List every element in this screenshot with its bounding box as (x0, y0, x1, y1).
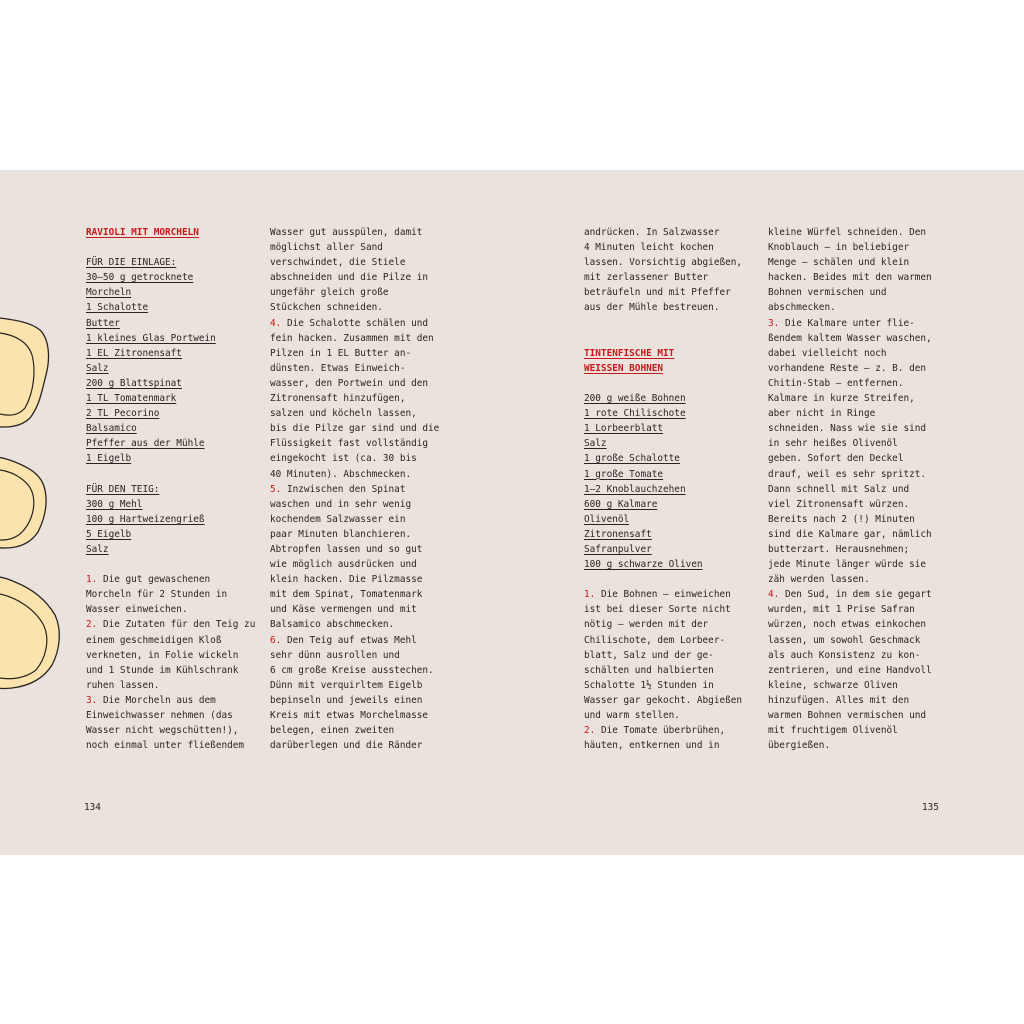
ingredient: 1 Eigelb (86, 453, 132, 465)
steps-block (270, 316, 450, 754)
step-line: Zitronensaft hinzufügen, (270, 393, 406, 405)
ingredient: 200 g weiße Bohnen (584, 393, 686, 405)
left-page-column-2 (270, 225, 450, 753)
step-line: Abtropfen lassen und so gut (270, 543, 423, 555)
step-line: salzen und köcheln lassen, (270, 408, 417, 420)
step-first-line (768, 316, 948, 331)
step-line: zentrieren, und eine Handvoll (768, 664, 932, 676)
step-line: 6 cm große Kreise ausstechen. (270, 664, 434, 676)
step-line: waschen und in sehr wenig (270, 498, 412, 510)
step-line: verkneten, in Folie wickeln (86, 649, 239, 661)
step-text: Die Tomate überbrühen, (595, 725, 726, 737)
step-line: Einweichwasser nehmen (das (86, 710, 233, 721)
ingredient: 2 TL Pecorino (86, 408, 160, 420)
recipe-title: RAVIOLI MIT MORCHELN (86, 227, 199, 238)
text-line: aus der Mühle bestreuen. (584, 302, 720, 314)
step-number: 4. (270, 317, 282, 329)
step-line: und Käse vermengen und mit (270, 604, 417, 616)
step-line: belegen, einen zweiten (270, 725, 395, 737)
step-first-line (86, 617, 261, 632)
ravioli-top (0, 314, 48, 427)
text-line: Menge – schälen und klein (768, 257, 910, 269)
step-line: ruhen lassen. (86, 679, 160, 691)
ingredient: 600 g Kalmare (584, 498, 658, 510)
step-line: ist bei dieser Sorte nicht (584, 604, 731, 616)
step-line: Pilzen in 1 EL Butter an- (270, 347, 412, 359)
step-line: dabei vielleicht noch (768, 347, 887, 359)
ravioli-bottom (0, 576, 59, 688)
ingredient: Salz (86, 543, 109, 555)
step-line: würzen, noch etwas einkochen (768, 619, 927, 631)
ingredient-list (584, 391, 759, 572)
step-first-line (86, 572, 261, 587)
ingredient: 300 g Mehl (86, 498, 143, 510)
dough-ingredient-list (86, 497, 261, 557)
step-line: zäh werden lassen. (768, 574, 870, 586)
step-line: Dünn mit verquirltem Eigelb (270, 679, 423, 691)
step-text: Die Schalotte schälen und (281, 317, 429, 329)
recipe-title-line: TINTENFISCHE MIT (584, 347, 675, 359)
ingredient: 1 EL Zitronensaft (86, 347, 182, 359)
step-text: Den Teig auf etwas Mehl (281, 634, 417, 646)
step-line: geben. Sofort den Deckel (768, 453, 904, 465)
ingredient: 1 Schalotte (86, 302, 149, 314)
continued-text (768, 225, 948, 316)
text-line: lassen. Vorsichtig abgießen, (584, 257, 743, 269)
step-number: 5. (270, 483, 282, 495)
step-line: kleine, schwarze Oliven (768, 679, 898, 691)
ingredient: Morcheln (86, 287, 132, 299)
step-line: butterzart. Herausnehmen; (768, 543, 910, 555)
step-number: 2. (584, 725, 596, 737)
step-line: Bereits nach 2 (!) Minuten (768, 513, 915, 525)
step-line: aber nicht in Ringe (768, 408, 876, 420)
step-line: und 1 Stunde im Kühlschrank (86, 664, 239, 676)
text-line: ungefähr gleich große (270, 287, 389, 299)
step-text: Die gut gewaschenen (97, 574, 211, 586)
step-number: 4. (768, 589, 780, 601)
step-line: eingekocht ist (ca. 30 bis (270, 453, 417, 465)
ingredient: Salz (86, 362, 109, 374)
step-line: Wasser nicht wegschütten!), (86, 725, 239, 737)
text-line: abschneiden und die Pilze in (270, 272, 429, 284)
step-line: wasser, den Portwein und den (270, 377, 429, 389)
step-line: Chitin-Stab – entfernen. (768, 377, 904, 389)
step-line: Chilischote, dem Lorbeer- (584, 634, 726, 646)
filling-heading: FÜR DIE EINLAGE: (86, 257, 177, 269)
text-line: hacken. Beides mit den warmen (768, 272, 932, 284)
step-line: häuten, entkernen und in (584, 740, 720, 752)
ingredient: 1 große Schalotte (584, 453, 680, 465)
step-text: Die Kalmare unter flie- (779, 317, 915, 329)
step-line: lassen, um sowohl Geschmack (768, 634, 921, 646)
step-text: Inzwischen den Spinat (281, 483, 406, 495)
continued-text (584, 225, 759, 316)
step-number: 1. (86, 574, 98, 586)
step-line: in sehr heißes Olivenöl (768, 438, 898, 450)
ravioli-illustration (0, 170, 60, 855)
step-line: drauf, weil es sehr spritzt. (768, 468, 927, 480)
step-line: wurden, mit 1 Prise Safran (768, 604, 915, 616)
ingredient: 1–2 Knoblauchzehen (584, 483, 686, 495)
step-line: 40 Minuten). Abschmecken. (270, 468, 412, 480)
text-line: möglichst aller Sand (270, 242, 383, 254)
text-line: verschwindet, die Stiele (270, 257, 406, 269)
step-line: fein hacken. Zusammen mit den (270, 332, 434, 344)
ingredient: Butter (86, 317, 120, 329)
step-line: schälten und halbierten (584, 664, 714, 676)
text-line: Bohnen vermischen und (768, 287, 887, 299)
step-line: Dann schnell mit Salz und (768, 483, 910, 495)
text-line: mit zerlassener Butter (584, 272, 709, 284)
step-line: ßendem kaltem Wasser waschen, (768, 332, 932, 344)
step-line: Wasser einweichen. (86, 604, 188, 616)
text-line: kleine Würfel schneiden. Den (768, 227, 927, 238)
step-line: viel Zitronensaft würzen. (768, 498, 910, 510)
step-line: als auch Konsistenz zu kon- (768, 649, 921, 661)
step-text: Den Sud, in dem sie gegart (779, 589, 932, 601)
step-line: mit fruchtigem Olivenöl (768, 725, 898, 737)
step-line: Wasser gar gekocht. Abgießen (584, 694, 743, 706)
step-line: Balsamico abschmecken. (270, 619, 395, 631)
step-line: nötig – werden mit der (584, 619, 709, 631)
step-line: wie möglich ausdrücken und (270, 559, 417, 571)
step-text: Die Bohnen – einweichen (595, 589, 731, 601)
step-line: mit dem Spinat, Tomatenmark (270, 589, 423, 601)
recipe-title-line: WEISSEN BOHNEN (584, 362, 664, 374)
right-page-column-2 (768, 225, 948, 753)
step-number: 6. (270, 634, 282, 646)
ingredient: 1 große Tomate (584, 468, 664, 480)
dough-heading: FÜR DEN TEIG: (86, 483, 160, 495)
page-number-right: 135 (922, 802, 939, 813)
step-line: jede Minute länger würde sie (768, 559, 927, 571)
ingredient: Safranpulver (584, 543, 652, 555)
ingredient: Balsamico (86, 423, 137, 435)
ingredient: 1 kleines Glas Portwein (86, 332, 216, 344)
step-first-line (270, 633, 450, 648)
step-line: Kalmare in kurze Streifen, (768, 393, 915, 405)
step-line: kochendem Salzwasser ein (270, 513, 406, 525)
page-number-left: 134 (84, 802, 101, 813)
step-text: Die Zutaten für den Teig zu (97, 619, 256, 631)
step-number: 3. (768, 317, 780, 329)
text-line: Wasser gut ausspülen, damit (270, 227, 423, 238)
book-spread (0, 170, 1024, 855)
step-line: schneiden. Nass wie sie sind (768, 423, 927, 435)
step-line: hinzufügen. Alles mit den (768, 694, 910, 706)
step-line: vorhandene Reste – z. B. den (768, 362, 927, 374)
step-first-line (270, 482, 450, 497)
continued-text (270, 225, 450, 316)
step-line: dünsten. Etwas Einweich- (270, 362, 406, 374)
left-page-column-1 (86, 225, 261, 753)
ingredient: 1 TL Tomatenmark (86, 393, 177, 405)
text-line: Knoblauch – in beliebiger (768, 242, 910, 254)
step-line: bis die Pilze gar sind und die (270, 423, 440, 435)
ingredient: 1 Lorbeerblatt (584, 423, 664, 435)
step-line: sehr dünn ausrollen und (270, 649, 400, 661)
ingredient: Pfeffer aus der Mühle (86, 438, 205, 450)
steps-block (768, 316, 948, 754)
steps-block (584, 587, 759, 753)
step-number: 1. (584, 589, 596, 601)
step-line: darüberlegen und die Ränder (270, 740, 423, 752)
ingredient: 5 Eigelb (86, 528, 132, 540)
ingredient: 100 g Hartweizengrieß (86, 513, 205, 525)
step-line: und warm stellen. (584, 710, 680, 721)
step-line: paar Minuten blanchieren. (270, 528, 412, 540)
ingredient: 1 rote Chilischote (584, 408, 686, 420)
ingredient: Salz (584, 438, 607, 450)
step-line: Kreis mit etwas Morchelmasse (270, 710, 429, 721)
step-first-line (86, 693, 261, 708)
ravioli-middle (0, 456, 46, 548)
text-line: Stückchen schneiden. (270, 302, 383, 314)
step-line: übergießen. (768, 740, 831, 752)
step-line: Morcheln für 2 Stunden in (86, 589, 228, 601)
step-line: sind die Kalmare gar, nämlich (768, 528, 932, 540)
steps-block (86, 572, 261, 753)
ingredient: 30–50 g getrocknete (86, 272, 194, 284)
text-line: abschmecken. (768, 302, 836, 314)
step-line: bepinseln und jeweils einen (270, 694, 423, 706)
text-line: beträufeln und mit Pfeffer (584, 287, 731, 299)
filling-ingredient-list (86, 270, 261, 466)
step-number: 2. (86, 619, 98, 631)
step-text: Die Morcheln aus dem (97, 694, 216, 706)
step-line: warmen Bohnen vermischen und (768, 710, 927, 721)
step-number: 3. (86, 694, 98, 706)
step-line: Flüssigkeit fast vollständig (270, 438, 429, 450)
ingredient: Olivenöl (584, 513, 630, 525)
step-line: Schalotte 1½ Stunden in (584, 679, 714, 691)
ingredient: 200 g Blattspinat (86, 377, 182, 389)
step-first-line (584, 723, 759, 738)
step-line: einem geschmeidigen Kloß (86, 634, 222, 646)
ingredient: 100 g schwarze Oliven (584, 559, 703, 571)
step-first-line (584, 587, 759, 602)
ingredient: Zitronensaft (584, 528, 652, 540)
step-line: klein hacken. Die Pilzmasse (270, 574, 423, 586)
step-first-line (768, 587, 948, 602)
text-line: 4 Minuten leicht kochen (584, 242, 714, 254)
step-first-line (270, 316, 450, 331)
text-line: andrücken. In Salzwasser (584, 227, 720, 238)
right-page-column-1 (584, 225, 759, 753)
step-line: blatt, Salz und der ge- (584, 649, 714, 661)
step-line: noch einmal unter fließendem (86, 740, 245, 752)
